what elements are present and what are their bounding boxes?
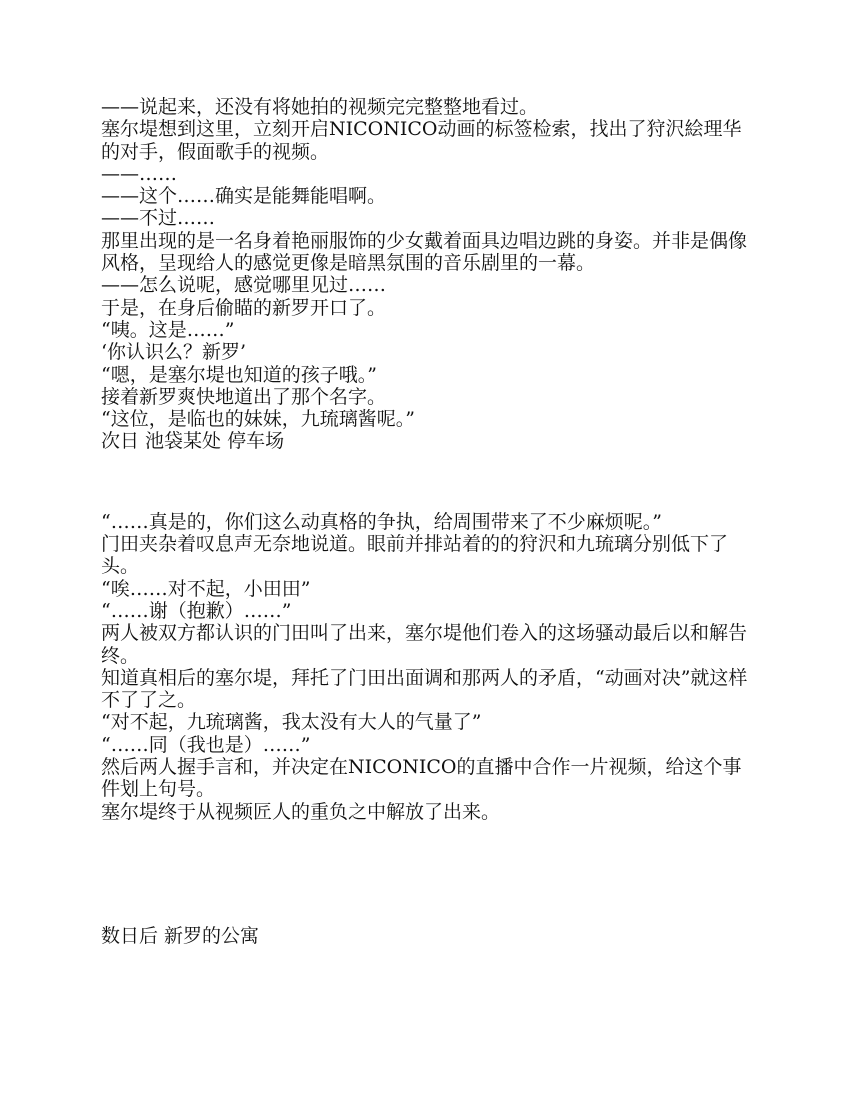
paragraph: 门田夹杂着叹息声无奈地说道。眼前并排站着的的狩沢和九琉璃分别低下了头。 — [101, 533, 729, 578]
paragraph: 接着新罗爽快地道出了那个名字。 — [101, 385, 387, 408]
paragraph: ——这个……确实是能舞能唱啊。 — [101, 185, 387, 208]
paragraph: ‘你认识么？新罗’ — [101, 341, 247, 364]
paragraph: 知道真相后的塞尔堤，拜托了门田出面调和那两人的矛盾，“动画对决”就这样不了了之。 — [101, 666, 748, 712]
paragraph: 于是，在身后偷瞄的新罗开口了。 — [101, 296, 387, 319]
paragraph: ——说起来，还没有将她拍的视频完完整整地看过。 — [101, 96, 539, 118]
paragraph: “……同（我也是）……” — [101, 733, 311, 756]
paragraph: 塞尔堤终于从视频匠人的重负之中解放了出来。 — [101, 800, 501, 823]
paragraph: 那里出现的是一名身着艳丽服饰的少女戴着面具边唱边跳的身姿。并非是偶像风格，呈现给人的感觉更像是暗黑氛围的音乐剧里的一幕。 — [101, 229, 748, 275]
paragraph: ——…… — [101, 162, 177, 185]
section-spacer — [101, 453, 751, 511]
paragraph: 两人被双方都认识的门田叫了出来，塞尔堤他们卷入的这场骚动最后以和解告终。 — [101, 622, 748, 667]
paragraph: “唉……对不起，小田田” — [101, 577, 311, 600]
document-page — [101, 96, 751, 947]
paragraph: “这位，是临也的妹妹，九琉璃酱呢。” — [101, 408, 415, 431]
paragraph: “嗯，是塞尔堤也知道的孩子哦。” — [101, 363, 377, 386]
paragraph: ——怎么说呢，感觉哪里见过…… — [101, 274, 387, 297]
paragraph: “咦。这是……” — [101, 318, 235, 341]
paragraph: “对不起，九琉璃酱，我太没有大人的气量了” — [101, 711, 482, 734]
paragraph: ——不过…… — [101, 207, 216, 230]
section-spacer — [101, 823, 751, 925]
paragraph: “……真是的，你们这么动真格的争执，给周围带来了不少麻烦呢。” — [101, 510, 662, 533]
paragraph: 塞尔堤想到这里，立刻开启NICONICO动画的标签检索，找出了狩沢絵理华的对手，假面歌手的视频。 — [101, 118, 742, 163]
scene-heading: 次日 池袋某处 停车场 — [101, 430, 285, 453]
paragraph: “……谢（抱歉）……” — [101, 599, 292, 622]
paragraph: 然后两人握手言和，并决定在NICONICO的直播中合作一片视频，给这个事件划上句号。 — [101, 756, 742, 801]
scene-heading: 数日后 新罗的公寓 — [101, 924, 260, 947]
